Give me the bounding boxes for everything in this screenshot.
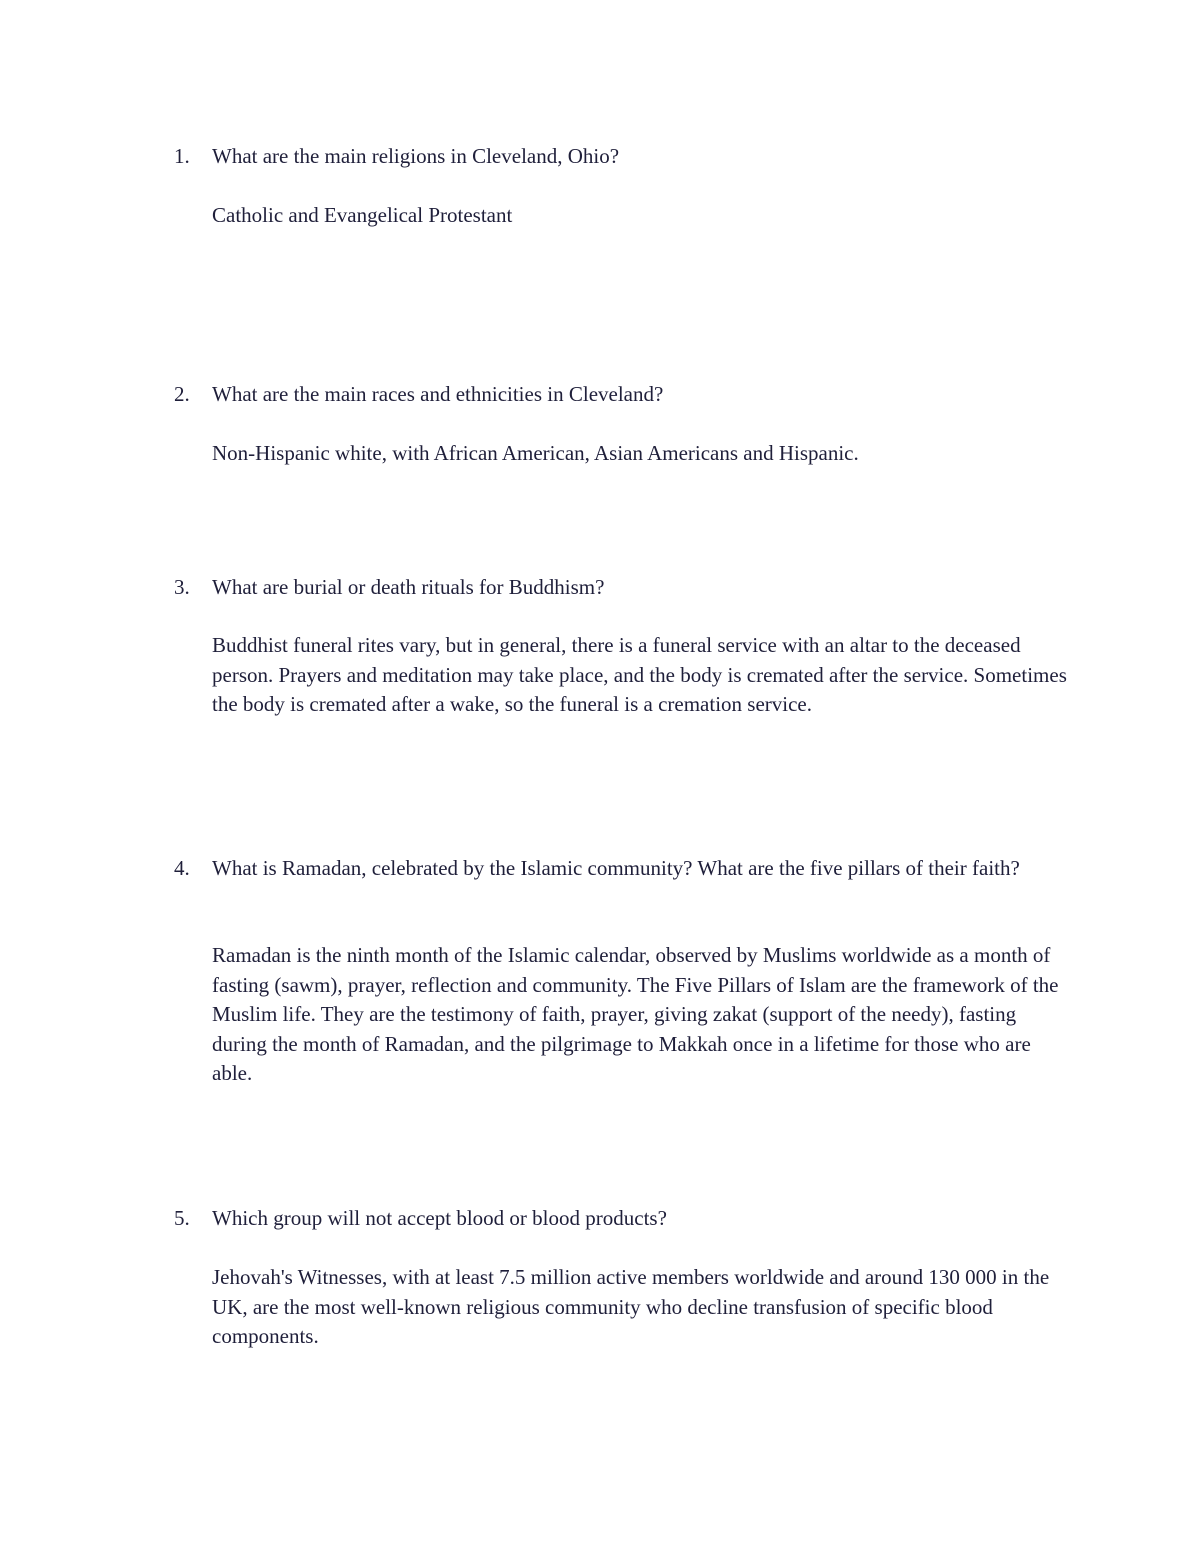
question-number: 4. (174, 856, 190, 880)
answer-text: Jehovah's Witnesses, with at least 7.5 million active members worldwide and around 130 000 in the UK, are the most well-known religious community who decline transfusion of specific blood components. (212, 1265, 1050, 1348)
answer-text: Catholic and Evangelical Protestant (212, 203, 513, 227)
question-number: 3. (174, 575, 190, 599)
question-text: What is Ramadan, celebrated by the Islamic community? What are the five pillars of their faith? (212, 856, 1020, 880)
question-number: 1. (174, 144, 190, 168)
question-text: What are burial or death rituals for Buddhism? (212, 575, 605, 599)
question-number: 2. (174, 382, 190, 406)
question-text: Which group will not accept blood or blood products? (212, 1206, 667, 1230)
answer-text: Non-Hispanic white, with African American, Asian Americans and Hispanic. (212, 441, 859, 465)
question-text: What are the main races and ethnicities in Cleveland? (212, 382, 664, 406)
question-text: What are the main religions in Cleveland, Ohio? (212, 144, 620, 168)
question-number: 5. (174, 1206, 190, 1230)
answer-text: Ramadan is the ninth month of the Islamic calendar, observed by Muslims worldwide as a month of fasting (sawm), prayer, reflection and community. The Five Pillars of Islam are the framework of the Muslim life. They are the testimony of faith, prayer, giving zakat (support of the needy), fasting during the month of Ramadan, and the pilgrimage to Makkah once in a lifetime for those who are able. (212, 943, 1059, 1085)
answer-text: Buddhist funeral rites vary, but in general, there is a funeral service with an altar to the deceased person. Prayers and meditation may take place, and the body is cremated after the service. Sometimes the body is cremated after a wake, so the funeral is a cremation service. (212, 633, 1067, 716)
